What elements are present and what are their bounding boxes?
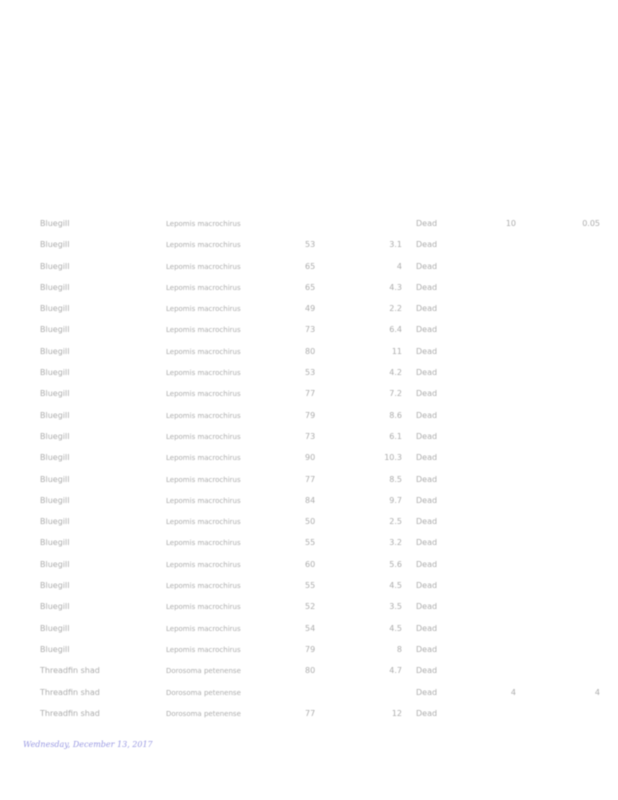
scientific-name-cell: Dorosoma petenense [166,667,241,676]
length-cell: 53 [305,240,316,250]
value-cell [570,516,600,528]
value-cell [570,261,600,273]
common-name-cell: Bluegill [40,282,70,292]
length-cell: 49 [305,304,316,314]
length-cell: 55 [305,538,316,548]
weight-cell: 4.5 [389,623,402,633]
status-cell: Dead [416,474,438,484]
table-row [0,618,618,639]
length-cell: 77 [305,708,316,718]
table-row [0,298,618,319]
count-cell [490,324,516,336]
scientific-name-cell: Lepomis macrochirus [166,454,241,463]
count-cell [490,261,516,273]
value-cell [570,388,600,400]
weight-cell [368,687,402,699]
table-row [0,575,618,596]
count-cell [490,559,516,571]
scientific-name-cell: Dorosoma petenense [166,709,241,718]
length-cell: 90 [305,453,316,463]
value-cell [570,708,600,720]
scientific-name-cell: Lepomis macrochirus [166,496,241,505]
status-cell: Dead [416,687,438,697]
fish-data-table [0,213,618,724]
scientific-name-cell: Lepomis macrochirus [166,369,241,378]
status-cell: Dead [416,517,438,527]
length-cell: 80 [305,666,316,676]
status-cell: Dead [416,602,438,612]
value-cell [570,324,600,336]
weight-cell: 7.2 [389,389,402,399]
weight-cell: 3.1 [389,240,402,250]
common-name-cell: Bluegill [40,368,70,378]
table-row [0,405,618,426]
weight-cell: 6.1 [389,431,402,441]
common-name-cell: Bluegill [40,389,70,399]
status-cell: Dead [416,623,438,633]
value-cell [570,495,600,507]
status-cell: Dead [416,346,438,356]
value-cell [570,644,600,656]
count-cell [490,239,516,251]
value-cell [570,559,600,571]
status-cell: Dead [416,219,438,228]
status-cell: Dead [416,495,438,505]
table-row [0,447,618,468]
status-cell: Dead [416,325,438,335]
common-name-cell: Bluegill [40,346,70,356]
scientific-name-cell: Lepomis macrochirus [166,582,241,591]
length-cell: 79 [305,410,316,420]
scientific-name-cell: Dorosoma petenense [166,688,241,697]
table-row [0,511,618,532]
value-cell [570,239,600,251]
length-cell: 53 [305,368,316,378]
count-cell [490,452,516,464]
status-cell: Dead [416,666,438,676]
length-cell: 60 [305,559,316,569]
value-cell [570,346,600,358]
table-row [0,682,618,703]
value-cell [570,474,600,486]
status-cell: Dead [416,431,438,441]
length-cell [305,218,333,230]
value-cell [570,537,600,549]
weight-cell: 2.5 [389,517,402,527]
common-name-cell: Bluegill [40,559,70,569]
status-cell: Dead [416,708,438,718]
common-name-cell: Bluegill [40,453,70,463]
common-name-cell: Bluegill [40,538,70,548]
scientific-name-cell: Lepomis macrochirus [166,347,241,356]
weight-cell: 3.5 [389,602,402,612]
count-cell [490,282,516,294]
weight-cell: 9.7 [389,495,402,505]
length-cell: 52 [305,602,316,612]
status-cell: Dead [416,304,438,314]
table-row [0,703,618,724]
status-cell: Dead [416,453,438,463]
weight-cell: 4.3 [389,282,402,292]
footer-date: Wednesday, December 13, 2017 [23,740,153,749]
scientific-name-cell: Lepomis macrochirus [166,432,241,441]
common-name-cell: Bluegill [40,325,70,335]
table-row [0,362,618,383]
scientific-name-cell: Lepomis macrochirus [166,645,241,654]
table-row [0,469,618,490]
status-cell: Dead [416,559,438,569]
length-cell: 73 [305,325,316,335]
common-name-cell: Threadfin shad [40,687,100,697]
scientific-name-cell: Lepomis macrochirus [166,220,241,228]
count-cell [490,346,516,358]
count-cell [490,580,516,592]
common-name-cell: Bluegill [40,261,70,271]
count-cell [490,474,516,486]
common-name-cell: Bluegill [40,581,70,591]
weight-cell: 4.5 [389,581,402,591]
table-row [0,234,618,255]
status-cell: Dead [416,282,438,292]
common-name-cell: Bluegill [40,410,70,420]
common-name-cell: Bluegill [40,517,70,527]
status-cell: Dead [416,644,438,654]
table-row [0,639,618,660]
table-row [0,213,618,234]
count-cell [490,303,516,315]
length-cell: 50 [305,517,316,527]
scientific-name-cell: Lepomis macrochirus [166,262,241,271]
weight-cell: 12 [391,708,402,718]
common-name-cell: Threadfin shad [40,666,100,676]
scientific-name-cell: Lepomis macrochirus [166,241,241,250]
count-cell [490,665,516,677]
count-cell [490,601,516,613]
value-cell [570,452,600,464]
count-cell [490,367,516,379]
common-name-cell: Bluegill [40,474,70,484]
weight-cell: 10.3 [384,453,402,463]
length-cell: 73 [305,431,316,441]
status-cell: Dead [416,240,438,250]
value-cell: 4 [594,687,600,697]
count-cell [490,623,516,635]
common-name-cell: Bluegill [40,495,70,505]
common-name-cell: Bluegill [40,240,70,250]
count-cell: 4 [510,687,516,697]
weight-cell: 3.2 [389,538,402,548]
scientific-name-cell: Lepomis macrochirus [166,560,241,569]
status-cell: Dead [416,261,438,271]
count-cell [490,495,516,507]
table-row [0,426,618,447]
table-row [0,596,618,617]
scientific-name-cell: Lepomis macrochirus [166,475,241,484]
status-cell: Dead [416,410,438,420]
scientific-name-cell: Lepomis macrochirus [166,539,241,548]
weight-cell: 4.2 [389,368,402,378]
value-cell [570,367,600,379]
count-cell [490,516,516,528]
scientific-name-cell: Lepomis macrochirus [166,411,241,420]
length-cell: 77 [305,389,316,399]
count-cell [490,537,516,549]
count-cell [490,410,516,422]
value-cell [570,623,600,635]
table-row [0,341,618,362]
value-cell [570,431,600,443]
length-cell: 80 [305,346,316,356]
length-cell: 84 [305,495,316,505]
scientific-name-cell: Lepomis macrochirus [166,305,241,314]
length-cell: 77 [305,474,316,484]
value-cell [570,303,600,315]
common-name-cell: Threadfin shad [40,708,100,718]
value-cell: 0.05 [582,219,600,228]
common-name-cell: Bluegill [40,644,70,654]
table-row [0,319,618,340]
table-row [0,660,618,681]
scientific-name-cell: Lepomis macrochirus [166,518,241,527]
length-cell: 79 [305,644,316,654]
scientific-name-cell: Lepomis macrochirus [166,603,241,612]
scientific-name-cell: Lepomis macrochirus [166,390,241,399]
count-cell [490,644,516,656]
weight-cell: 4.7 [389,666,402,676]
value-cell [570,665,600,677]
table-row [0,383,618,404]
weight-cell: 2.2 [389,304,402,314]
common-name-cell: Bluegill [40,602,70,612]
count-cell [490,388,516,400]
common-name-cell: Bluegill [40,431,70,441]
table-row [0,256,618,277]
weight-cell: 5.6 [389,559,402,569]
common-name-cell: Bluegill [40,219,70,228]
value-cell [570,410,600,422]
value-cell [570,580,600,592]
status-cell: Dead [416,581,438,591]
common-name-cell: Bluegill [40,623,70,633]
count-cell: 10 [505,219,516,228]
scientific-name-cell: Lepomis macrochirus [166,283,241,292]
weight-cell [368,218,402,230]
length-cell: 65 [305,282,316,292]
length-cell: 65 [305,261,316,271]
count-cell [490,431,516,443]
weight-cell: 4 [396,261,402,271]
weight-cell: 8 [396,644,402,654]
table-row [0,277,618,298]
table-row [0,532,618,553]
weight-cell: 11 [391,346,402,356]
status-cell: Dead [416,389,438,399]
value-cell [570,601,600,613]
table-row [0,490,618,511]
scientific-name-cell: Lepomis macrochirus [166,624,241,633]
scientific-name-cell: Lepomis macrochirus [166,326,241,335]
status-cell: Dead [416,368,438,378]
value-cell [570,282,600,294]
weight-cell: 8.6 [389,410,402,420]
length-cell [305,687,333,699]
common-name-cell: Bluegill [40,304,70,314]
status-cell: Dead [416,538,438,548]
length-cell: 55 [305,581,316,591]
weight-cell: 8.5 [389,474,402,484]
weight-cell: 6.4 [389,325,402,335]
count-cell [490,708,516,720]
length-cell: 54 [305,623,316,633]
table-row [0,554,618,575]
